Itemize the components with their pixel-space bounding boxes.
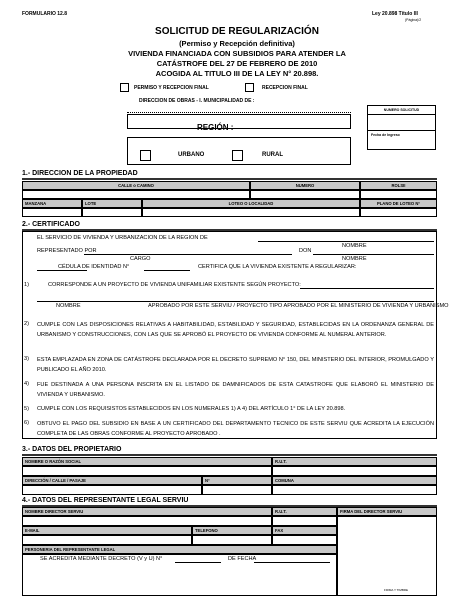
item6-number: 6) [24,420,29,426]
item1-number: 1) [24,282,29,288]
lote-header: LOTE [82,199,142,208]
cert-nombre-caption: NOMBRE [342,243,367,249]
calle-field[interactable] [22,190,250,199]
manzana-field[interactable] [22,208,82,217]
item6-text: OBTUVO EL PAGO DEL SUBSIDIO EN BASE A UN CERTIFICADO DEL DEPARTAMENTO TECNICO DE ESTE SERVIU QUE ACREDITA LA EJECUCIÓN COMPLETA DE LAS OBRAS CONFORME AL PROYECTO APROBADO . [37,421,434,437]
email-header: E-MAIL [22,526,192,535]
item2-text: CUMPLE CON LAS DISPOSICIONES RELATIVAS A HABITABILIDAD, ESTABILIDAD Y SEGURIDAD, ESTABLECIDAS EN LA ORDENANZA GENERAL DE URBANISMO Y CONSTRUCCIONES, CON LAS QUE SE APROBÓ EL PROYECTO DE VIVIENDA CONFORME AL NUMERAL ANTERIOR. [37,322,434,338]
firma-timbre-caption: FIRMA Y TIMBRE [384,588,409,592]
rut-field[interactable] [272,466,437,476]
don-line [313,254,434,255]
title-line3: VIVIENDA FINANCIADA CON SUBSIDIOS PARA ATENDER LA [128,49,346,58]
title-line5: ACOGIDA AL TITULO III DE LA LEY N° 20.898. [155,69,319,78]
telefono-header: TELEFONO [192,526,272,535]
region-label: REGIÓN : [197,123,234,132]
numero-solicitud-label: NUMERO SOLICITUD [368,106,435,115]
solicitud-box [367,105,436,150]
urbano-checkbox[interactable] [140,150,151,161]
page-number: (Página)/2 [405,18,422,22]
permiso-checkbox[interactable] [120,83,129,92]
calle-header: CALLE o CAMINO [22,181,250,190]
item1-nombre-caption: NOMBRE [56,303,81,309]
decreto-line [175,562,221,563]
fax-field[interactable] [272,535,337,545]
nombre-director-header: NOMBRE DIRECTOR SERVIU [22,507,272,516]
region-name-line [258,241,434,242]
representado-label: REPRESENTADO POR [37,248,97,254]
item5-text: CUMPLE CON LOS REQUISISTOS ESTABLECIDOS EN LOS NUMERALES 1) A 4) DEL ARTÍCULO 1° DE LA LEY 20.898. [37,406,346,412]
don-label: DON [299,248,312,254]
cert-intro: EL SERVICIO DE VIVIENDA Y URBANIZACION DE LA REGION DE [37,235,208,241]
main-title: SOLICITUD DE REGULARIZACIÓN [155,26,319,37]
section3-bar [22,454,437,456]
rut-header: R.U.T. [272,457,437,466]
cedula-prefix-line [37,270,87,271]
rut-director-field[interactable] [272,516,337,526]
section2-title: 2.- CERTIFICADO [22,221,80,228]
plano-header: PLANO DE LOTEO N° [360,199,437,208]
don-nombre-caption: NOMBRE [342,256,367,262]
item1-text: CORRESPONDE A UN PROYECTO DE VIVIENDA UNIFAMILIAR EXISTENTE SEGÚN PROYECTO: [48,282,301,288]
item3-text: ESTA EMPLAZADA EN ZONA DE CATÁSTROFE DECLARADA POR EL DECRETO SUPREMO N° 150, DEL MINISTERIO DEL INTERIOR, PROMULGADO Y PUBLICADO EL AÑO 2010. [37,357,434,373]
numero-prop-header: N° [202,476,272,485]
cedula-line [144,270,190,271]
direccion-header: DIRECCIÓN / CALLE / PASAJE [22,476,202,485]
section3-title: 3.- DATOS DEL PROPIETARIO [22,446,122,453]
recepcion-label: RECEPCION FINAL [262,85,308,91]
representado-line [84,254,292,255]
firma-field[interactable] [337,516,437,596]
item3-number: 3) [24,356,29,362]
rural-label: RURAL [262,152,283,158]
urbano-label: URBANO [178,152,205,158]
section4-title: 4.- DATOS DEL REPRESENTANTE LEGAL SERVIU [22,497,189,504]
manzana-header: MANZANA [22,199,82,208]
rut-director-header: R.U.T. [272,507,337,516]
de-fecha-text: DE FECHA [228,556,257,562]
form-id: FORMULARIO 12.8 [22,11,68,17]
municipality-dotline [127,112,351,113]
numero-field[interactable] [250,190,360,199]
item4-number: 4) [24,381,29,387]
plano-field[interactable] [360,208,437,217]
acredita-text: SE ACREDITA MEDIANTE DECRETO (V y U) N° [40,556,163,562]
permiso-label: PERMISO Y RECEPCION FINAL [134,85,209,91]
section1-bar [22,178,437,180]
comuna-field[interactable] [272,485,437,495]
numero-solicitud-field[interactable] [368,115,435,131]
item4-text: FUE DESTINADA A UNA PERSONA INSCRITA EN EL LISTADO DE DAMNIFICADOS DE ESTA CATASTROFE QUE ELABORÓ EL MINISTERIO DE VIVIENDA Y URBANISMO. [37,382,434,398]
section1-title: 1.- DIRECCION DE LA PROPIEDAD [22,170,138,177]
loteo-field[interactable] [142,208,360,217]
firma-header: FIRMA DEL DIRECTOR SERVIU [337,507,437,516]
cargo-caption: CARGO [130,256,151,262]
item2-number: 2) [24,321,29,327]
law-title: Ley 20.898 Título III [372,11,418,17]
item1-name-line [37,301,434,302]
numero-header: NUMERO [250,181,360,190]
certifica-text: CERTIFICA QUE LA VIVIENDA EXISTENTE A REGULARIZAR: [198,264,357,270]
loteo-header: LOTEO O LOCALIDAD [142,199,360,208]
rolsii-field[interactable] [360,190,437,199]
comuna-header: COMUNA [272,476,437,485]
fecha-line [254,562,330,563]
email-field[interactable] [22,535,192,545]
item5-number: 5) [24,406,29,412]
telefono-field[interactable] [192,535,272,545]
direccion-field[interactable] [22,485,202,495]
municipality-field[interactable] [127,114,351,129]
subtitle: (Permiso y Recepción definitiva) [179,39,295,48]
title-line4: CATÁSTROFE DEL 27 DE FEBRERO DE 2010 [156,59,318,68]
direccion-obras-label: DIRECCION DE OBRAS - I. MUNICIPALIDAD DE : [139,98,255,104]
recepcion-checkbox[interactable] [245,83,254,92]
nombre-razon-field[interactable] [22,466,272,476]
lote-field[interactable] [82,208,142,217]
personeria-header: PERSONERIA DEL REPRESENTANTE LEGAL [22,545,337,554]
fax-header: FAX [272,526,337,535]
nombre-razon-header: NOMBRE O RAZÓN SOCIAL [22,457,272,466]
cedula-label: CÉDULA DE IDENTIDAD N° [58,264,130,270]
fecha-ingreso-label: Fecha de Ingreso [371,133,400,137]
item1-aprobado-caption: APROBADO POR ESTE SERVIU / PROYECTO TIPO APROBADO POR EL MINISTERIO DE VIVIENDA Y URBANISMO [148,303,449,309]
rural-checkbox[interactable] [232,150,243,161]
nombre-director-field[interactable] [22,516,272,526]
numero-prop-field[interactable] [202,485,272,495]
rolsii-header: ROLSII [360,181,437,190]
item1-project-line [300,288,434,289]
